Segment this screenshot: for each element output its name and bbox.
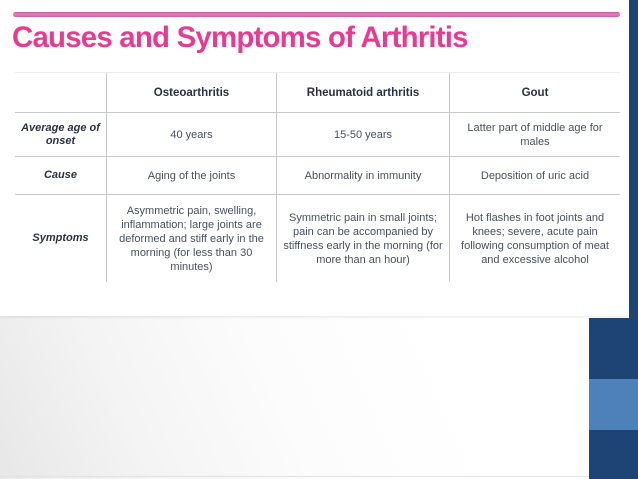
page-title: Causes and Symptoms of Arthritis (12, 21, 468, 54)
row-label-symptoms: Symptoms (15, 195, 107, 282)
table-cell-gout-symptoms: Hot flashes in foot joints and knees; severe, acute pain following consumption of meat and excessive alcohol (461, 211, 609, 266)
column-header-osteoarthritis: Osteoarthritis (107, 73, 277, 113)
right-edge-navy-strip (629, 0, 638, 318)
table-cell-osteo-age: 40 years (107, 113, 277, 157)
row-label-average-age: Average age of onset (15, 113, 107, 157)
column-header-gout: Gout (450, 73, 620, 113)
table-cell-gout-cause: Deposition of uric acid (450, 157, 620, 195)
decoration-block-navy-top (589, 318, 638, 379)
table-cell-ra-symptoms: Symmetric pain in small joints; pain can be accompanied by stiffness early in the morning (for more than an hour) (277, 195, 450, 282)
accent-bar (13, 12, 620, 17)
table-cell-osteo-cause: Aging of the joints (107, 157, 277, 195)
table-cell-ra-cause: Abnormality in immunity (277, 157, 450, 195)
column-header-rheumatoid-arthritis: Rheumatoid arthritis (277, 73, 450, 113)
table-corner-cell (15, 73, 107, 113)
decoration-block-navy-bottom (589, 430, 638, 479)
row-label-cause: Cause (15, 157, 107, 195)
background-bottom-edge-line (0, 476, 589, 477)
decoration-block-blue-middle (589, 379, 638, 430)
background-lower-area (0, 316, 638, 479)
table-cell-osteo-symptoms: Asymmetric pain, swelling, inflammation; large joints are deformed and stiff early in the morning (for less than 30 minutes) (107, 195, 277, 282)
table-cell-ra-age: 15-50 years (277, 113, 450, 157)
table-cell-gout-age: Latter part of middle age for males (450, 113, 620, 157)
arthritis-table (15, 72, 620, 282)
